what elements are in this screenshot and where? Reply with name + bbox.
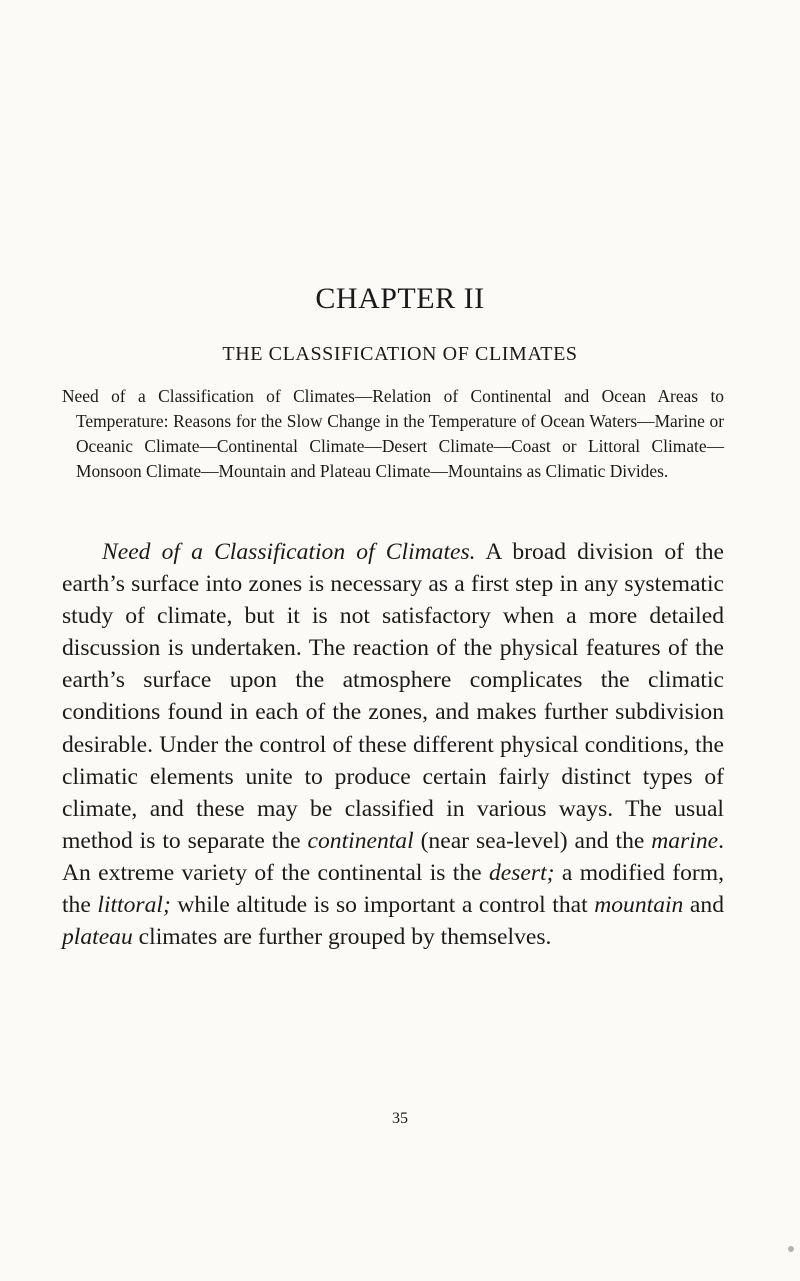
paragraph-text: while altitude is so important a control that: [170, 892, 595, 919]
term-mountain: mountain: [594, 892, 684, 919]
term-marine: marine: [651, 827, 719, 854]
chapter-title: THE CLASSIFICATION OF CLIMATES: [222, 343, 578, 365]
paragraph-text: . An extreme variety of the continental is the: [62, 827, 724, 886]
chapter-synopsis: Need of a Classification of Climates—Relation of Continental and Ocean Areas to Temperature: Reasons for the Slow Change in the Temperature of Ocean Waters—Marine or Oceanic Climate—Continental Climate—Desert Climate—Coast or Littoral Climate—Monsoon Climate—Mountain and Plateau Climate—Mountains as Climatic Divides.: [62, 386, 724, 481]
paragraph-text: A broad division of the earth’s surface into zones is necessary as a first step in any systematic study of climate, but it is not satisfactory when a more detailed discussion is undertaken. The reaction of the physical features of the earth’s surface upon the atmosphere complicates the climatic conditions found in each of the zones, and makes further subdivision desirable. Under the control of these different physical conditions, the climatic elements unite to produce certain fairly distinct types of climate, and these may be classified in various ways. The usual method is to separate the: [62, 539, 724, 854]
paragraph-lead-heading: Need of a Classification of Climates.: [102, 539, 476, 565]
term-plateau: plateau: [62, 924, 133, 951]
paper-speck: [788, 1246, 794, 1252]
term-desert: desert;: [488, 859, 555, 886]
paragraph-text: and: [683, 892, 724, 919]
paragraph-text: (near sea-level) and the: [413, 827, 652, 854]
term-littoral: littoral;: [97, 892, 171, 919]
term-continental: continental: [307, 827, 414, 854]
body-paragraph: [62, 536, 724, 953]
page-number: 35: [392, 1110, 408, 1127]
paragraph-text: climates are further grouped by themselves.: [132, 924, 552, 951]
chapter-heading: CHAPTER II: [315, 282, 485, 315]
paragraph-text: a modified form, the: [62, 859, 724, 919]
